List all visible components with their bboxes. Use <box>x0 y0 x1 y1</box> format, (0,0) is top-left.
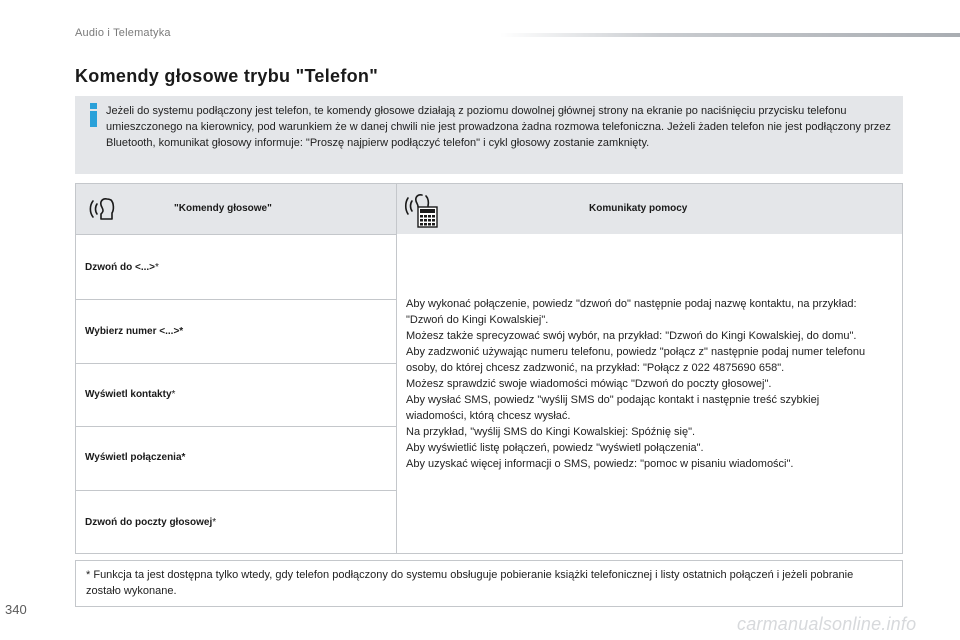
footnote-box <box>75 560 903 607</box>
command-label: Wyświetl połączenia* <box>85 452 186 463</box>
table-header-help <box>397 184 902 234</box>
command-label: Wybierz numer <...>* <box>85 326 184 337</box>
table-row <box>76 299 396 363</box>
table-row <box>76 234 396 299</box>
header-divider <box>500 33 960 37</box>
help-line: Aby zadzwonić używając numeru telefonu, powiedz "połącz z" następnie podaj numer telefonu osoby, do której chcesz zadzwonić, na przykład: "Połącz z 022 4875690 658". <box>406 346 866 374</box>
page-number: 340 <box>5 602 27 617</box>
info-box <box>75 96 903 174</box>
footnote-body: Funkcja ta jest dostępna tylko wtedy, gdy telefon podłączony do systemu obsługuje pobieranie książki telefonicznej i listy ostatnich połączeń i jeżeli pobranie zostało wykonane. <box>86 569 854 597</box>
footnote-text <box>86 567 886 599</box>
help-line: Aby wyświetlić listę połączeń, powiedz "wyświetl połączenia". <box>406 442 704 454</box>
help-line: Aby uzyskać więcej informacji o SMS, powiedz: "pomoc w pisaniu wiadomości". <box>406 458 794 470</box>
footnote-marker: * <box>86 569 91 581</box>
help-line: Aby wysłać SMS, powiedz "wyślij SMS do" podając kontakt i następnie treść szybkiej wiadomości, którą chcesz wysłać. <box>406 394 820 422</box>
header-commands-label: "Komendy głosowe" <box>174 203 272 214</box>
info-icon <box>87 103 99 129</box>
page-title: Komendy głosowe trybu "Telefon" <box>75 66 379 86</box>
info-text: Jeżeli do systemu podłączony jest telefon, te komendy głosowe działają z poziomu dowolnej głównej strony na ekranie po naciśnięciu przycisku telefonu umieszczonego na kierownicy, pod warunkiem że w danej chwili nie jest prowadzona żadna rozmowa telefoniczna. Jeżeli żaden telefon nie jest podłączony przez Bluetooth, komunikat głosowy informuje: "Proszę najpierw podłączyć telefon" i cykl głosowy zostanie zamknięty. <box>106 105 891 149</box>
table-row <box>76 426 396 490</box>
help-line: Możesz także sprecyzować swój wybór, na przykład: "Dzwoń do Kingi Kowalskiej, do domu". <box>406 330 857 342</box>
column-divider <box>396 184 397 553</box>
table-header-commands <box>76 184 396 234</box>
voice-help-icon <box>403 190 443 230</box>
help-line: Na przykład, "wyślij SMS do Kingi Kowalskiej: Spóźnię się". <box>406 426 696 438</box>
command-label: Dzwoń do <...>* <box>85 262 159 273</box>
section-header: Audio i Telematyka <box>75 27 171 39</box>
voice-commands-table <box>75 183 903 554</box>
header-help-label: Komunikaty pomocy <box>589 203 688 214</box>
help-line: Aby wykonać połączenie, powiedz "dzwoń do" następnie podaj nazwę kontaktu, na przykład: "Dzwoń do Kingi Kowalskiej". <box>406 298 857 326</box>
help-messages <box>406 296 876 472</box>
command-label: Wyświetl kontakty* <box>85 389 176 400</box>
command-label: Dzwoń do poczty głosowej* <box>85 517 217 528</box>
table-row <box>76 363 396 426</box>
voice-command-icon <box>86 191 120 225</box>
table-row <box>76 490 396 553</box>
help-line: Możesz sprawdzić swoje wiadomości mówiąc "Dzwoń do poczty głosowej". <box>406 378 772 390</box>
watermark: carmanualsonline.info <box>737 614 917 634</box>
